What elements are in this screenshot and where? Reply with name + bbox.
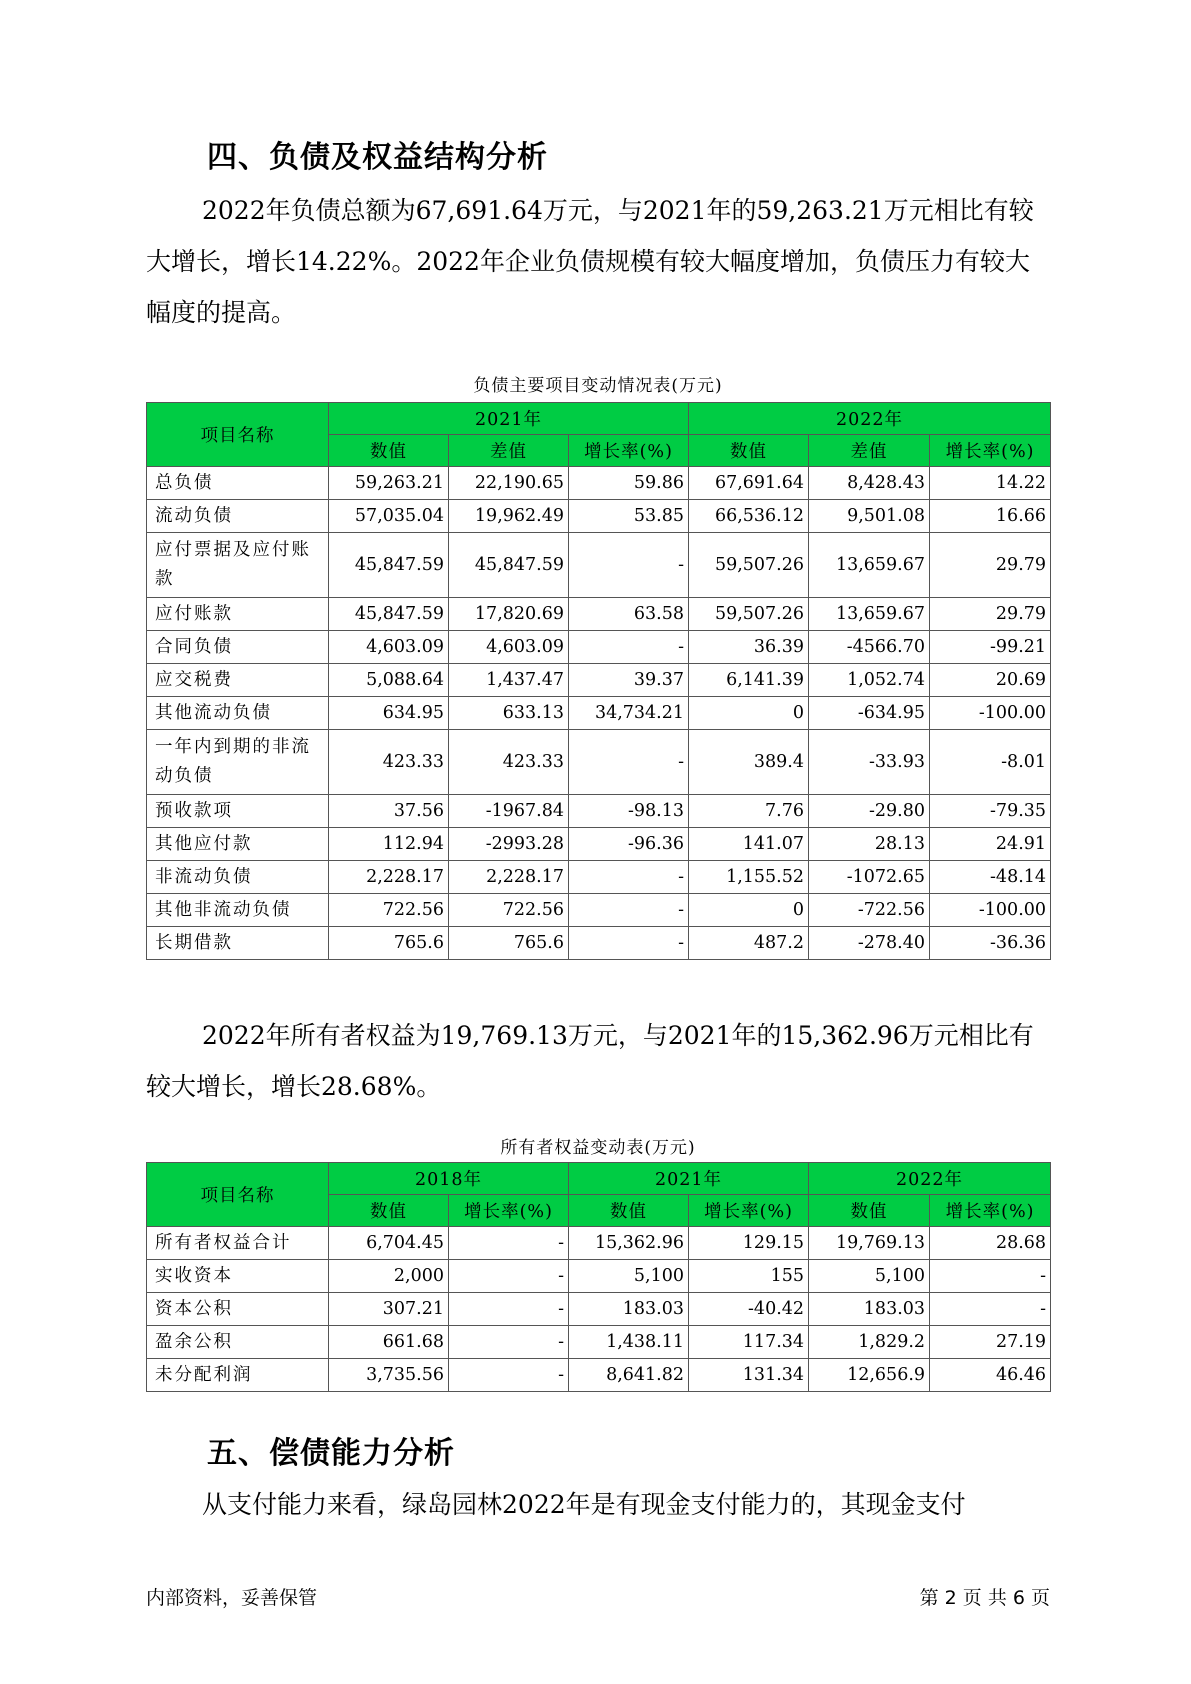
table-cell: 4,603.09	[449, 631, 569, 664]
table-caption: 负债主要项目变动情况表(万元)	[473, 376, 723, 396]
table-cell: 28.13	[809, 828, 930, 861]
header-subcol: 数值	[809, 1195, 930, 1227]
table-cell: -	[449, 1359, 569, 1392]
table-cell: 67,691.64	[689, 467, 809, 500]
row-label: 长期借款	[147, 927, 329, 960]
table-row	[147, 927, 1051, 960]
table-cell: 155	[689, 1260, 809, 1293]
paragraph-liabilities: 2022年负债总额为67,691.64万元，与2021年的59,263.21万元相比有较大增长，增长14.22%。2022年企业负债规模有较大幅度增加，负债压力有较大幅度的提高。	[146, 196, 1034, 327]
header-year: 2018年	[329, 1163, 569, 1195]
table-cell: 5,100	[569, 1260, 689, 1293]
table-cell: -2993.28	[449, 828, 569, 861]
table-cell: 12,656.9	[809, 1359, 930, 1392]
table-cell: 131.34	[689, 1359, 809, 1392]
table-cell: -29.80	[809, 795, 930, 828]
table-cell: 0	[689, 894, 809, 927]
section-heading: 四、负债及权益结构分析	[207, 140, 548, 175]
table-cell: 5,088.64	[329, 664, 449, 697]
table-cell: 1,438.11	[569, 1326, 689, 1359]
table-cell: -634.95	[809, 697, 930, 730]
table-row	[147, 1227, 1051, 1260]
table-cell: 183.03	[809, 1293, 930, 1326]
table-cell: 487.2	[689, 927, 809, 960]
table-cell: 8,641.82	[569, 1359, 689, 1392]
table-cell: 423.33	[449, 730, 569, 795]
table-cell: 129.15	[689, 1227, 809, 1260]
footer-note: 内部资料，妥善保管	[146, 1587, 318, 1609]
row-label: 其他非流动负债	[147, 894, 329, 927]
row-label: 资本公积	[147, 1293, 329, 1326]
header-year: 2022年	[809, 1163, 1051, 1195]
table-cell: 765.6	[449, 927, 569, 960]
table-cell: 36.39	[689, 631, 809, 664]
header-subcol: 增长率(%)	[930, 435, 1051, 467]
row-label: 未分配利润	[147, 1359, 329, 1392]
header-subcol: 数值	[689, 435, 809, 467]
row-label: 预收款项	[147, 795, 329, 828]
table-cell: 765.6	[329, 927, 449, 960]
liabilities-table	[146, 402, 1051, 960]
row-label: 所有者权益合计	[147, 1227, 329, 1260]
table-cell: 307.21	[329, 1293, 449, 1326]
table-cell: 17,820.69	[449, 598, 569, 631]
table-cell: 29.79	[930, 533, 1051, 598]
table-cell: 24.91	[930, 828, 1051, 861]
header-subcol: 增长率(%)	[930, 1195, 1051, 1227]
row-label: 非流动负债	[147, 861, 329, 894]
table-cell: 34,734.21	[569, 697, 689, 730]
row-label: 应交税费	[147, 664, 329, 697]
header-subcol: 增长率(%)	[689, 1195, 809, 1227]
table-cell: -36.36	[930, 927, 1051, 960]
table-row	[147, 861, 1051, 894]
table-cell: 1,155.52	[689, 861, 809, 894]
table-cell: 141.07	[689, 828, 809, 861]
table-cell: 19,962.49	[449, 500, 569, 533]
table-cell: 1,052.74	[809, 664, 930, 697]
table-cell: 20.69	[930, 664, 1051, 697]
table-cell: 1,829.2	[809, 1326, 930, 1359]
table-row	[147, 795, 1051, 828]
table-cell: -	[449, 1326, 569, 1359]
row-label: 其他应付款	[147, 828, 329, 861]
row-label: 应付票据及应付账款	[147, 533, 329, 598]
table-cell: -40.42	[689, 1293, 809, 1326]
table-cell: 2,228.17	[329, 861, 449, 894]
table-row	[147, 1260, 1051, 1293]
table-cell: 661.68	[329, 1326, 449, 1359]
header-subcol: 数值	[569, 1195, 689, 1227]
table-row	[147, 1326, 1051, 1359]
table-cell: 53.85	[569, 500, 689, 533]
table-cell: 423.33	[329, 730, 449, 795]
table-cell: 13,659.67	[809, 533, 930, 598]
table-cell: 45,847.59	[449, 533, 569, 598]
row-label: 总负债	[147, 467, 329, 500]
table-cell: -4566.70	[809, 631, 930, 664]
table-cell: -98.13	[569, 795, 689, 828]
header-subcol: 数值	[329, 1195, 449, 1227]
header-year: 2021年	[569, 1163, 809, 1195]
table-row	[147, 598, 1051, 631]
header-year: 2022年	[689, 403, 1051, 435]
table-cell: -	[569, 861, 689, 894]
header-subcol: 数值	[329, 435, 449, 467]
table-cell: -	[569, 730, 689, 795]
equity-table-body	[147, 1227, 1051, 1392]
page-number: 第 2 页 共 6 页	[919, 1587, 1050, 1609]
table-cell: -	[569, 533, 689, 598]
paragraph-solvency: 从支付能力来看，绿岛园林2022年是有现金支付能力的，其现金支付	[202, 1490, 966, 1519]
table-cell: -	[449, 1227, 569, 1260]
table-cell: -278.40	[809, 927, 930, 960]
table-cell: 0	[689, 697, 809, 730]
table-cell: 46.46	[930, 1359, 1051, 1392]
table-cell: -96.36	[569, 828, 689, 861]
header-item-name: 项目名称	[147, 1163, 329, 1227]
table-cell: 59,507.26	[689, 598, 809, 631]
table-cell: -100.00	[930, 697, 1051, 730]
table-cell: 8,428.43	[809, 467, 930, 500]
table-cell: -	[569, 894, 689, 927]
table-cell: 45,847.59	[329, 598, 449, 631]
table-cell: 3,735.56	[329, 1359, 449, 1392]
table-row	[147, 697, 1051, 730]
table-cell: 6,141.39	[689, 664, 809, 697]
table-cell: 112.94	[329, 828, 449, 861]
table-cell: 45,847.59	[329, 533, 449, 598]
table-cell: 37.56	[329, 795, 449, 828]
table-cell: -99.21	[930, 631, 1051, 664]
table-cell: 7.76	[689, 795, 809, 828]
table-cell: 2,000	[329, 1260, 449, 1293]
header-subcol: 增长率(%)	[569, 435, 689, 467]
table-cell: -	[569, 927, 689, 960]
table-cell: 59.86	[569, 467, 689, 500]
table-cell: -722.56	[809, 894, 930, 927]
table-cell: 722.56	[329, 894, 449, 927]
table-row	[147, 500, 1051, 533]
table-cell: 27.19	[930, 1326, 1051, 1359]
table-cell: -	[449, 1293, 569, 1326]
table-cell: -	[569, 631, 689, 664]
table-cell: 39.37	[569, 664, 689, 697]
header-subcol: 差值	[809, 435, 930, 467]
table-row	[147, 631, 1051, 664]
table-cell: 183.03	[569, 1293, 689, 1326]
header-item-name: 项目名称	[147, 403, 329, 467]
table-cell: 66,536.12	[689, 500, 809, 533]
table-cell: 634.95	[329, 697, 449, 730]
table-cell: 5,100	[809, 1260, 930, 1293]
table-cell: 19,769.13	[809, 1227, 930, 1260]
table-cell: -1967.84	[449, 795, 569, 828]
table-cell: 13,659.67	[809, 598, 930, 631]
header-subcol: 差值	[449, 435, 569, 467]
table-row	[147, 1359, 1051, 1392]
table-cell: 63.58	[569, 598, 689, 631]
table-cell: 15,362.96	[569, 1227, 689, 1260]
table-cell: 1,437.47	[449, 664, 569, 697]
table-cell: -	[930, 1260, 1051, 1293]
header-year: 2021年	[329, 403, 689, 435]
section-heading: 五、偿债能力分析	[207, 1436, 455, 1471]
table-cell: -1072.65	[809, 861, 930, 894]
table-cell: 16.66	[930, 500, 1051, 533]
table-cell: -100.00	[930, 894, 1051, 927]
equity-table	[146, 1162, 1051, 1392]
table-cell: 29.79	[930, 598, 1051, 631]
table-cell: 6,704.45	[329, 1227, 449, 1260]
table-cell: 4,603.09	[329, 631, 449, 664]
table-row	[147, 1293, 1051, 1326]
table-caption: 所有者权益变动表(万元)	[500, 1138, 696, 1158]
table-cell: 57,035.04	[329, 500, 449, 533]
liabilities-table-body	[147, 467, 1051, 960]
table-row	[147, 730, 1051, 795]
table-row	[147, 828, 1051, 861]
table-cell: 14.22	[930, 467, 1051, 500]
table-cell: 633.13	[449, 697, 569, 730]
table-row	[147, 533, 1051, 598]
table-cell: 22,190.65	[449, 467, 569, 500]
table-cell: -	[449, 1260, 569, 1293]
row-label: 实收资本	[147, 1260, 329, 1293]
row-label: 盈余公积	[147, 1326, 329, 1359]
table-cell: 59,263.21	[329, 467, 449, 500]
row-label: 其他流动负债	[147, 697, 329, 730]
table-row	[147, 894, 1051, 927]
table-cell: -33.93	[809, 730, 930, 795]
table-cell: -48.14	[930, 861, 1051, 894]
table-cell: 59,507.26	[689, 533, 809, 598]
table-row	[147, 664, 1051, 697]
table-cell: 9,501.08	[809, 500, 930, 533]
row-label: 合同负债	[147, 631, 329, 664]
table-cell: 722.56	[449, 894, 569, 927]
row-label: 流动负债	[147, 500, 329, 533]
row-label: 一年内到期的非流动负债	[147, 730, 329, 795]
table-row	[147, 467, 1051, 500]
table-cell: -	[930, 1293, 1051, 1326]
row-label: 应付账款	[147, 598, 329, 631]
header-subcol: 增长率(%)	[449, 1195, 569, 1227]
table-cell: -79.35	[930, 795, 1051, 828]
table-cell: 117.34	[689, 1326, 809, 1359]
paragraph-equity: 2022年所有者权益为19,769.13万元，与2021年的15,362.96万元相比有较大增长，增长28.68%。	[146, 1021, 1034, 1101]
table-cell: 28.68	[930, 1227, 1051, 1260]
table-cell: 389.4	[689, 730, 809, 795]
table-cell: -8.01	[930, 730, 1051, 795]
table-cell: 2,228.17	[449, 861, 569, 894]
